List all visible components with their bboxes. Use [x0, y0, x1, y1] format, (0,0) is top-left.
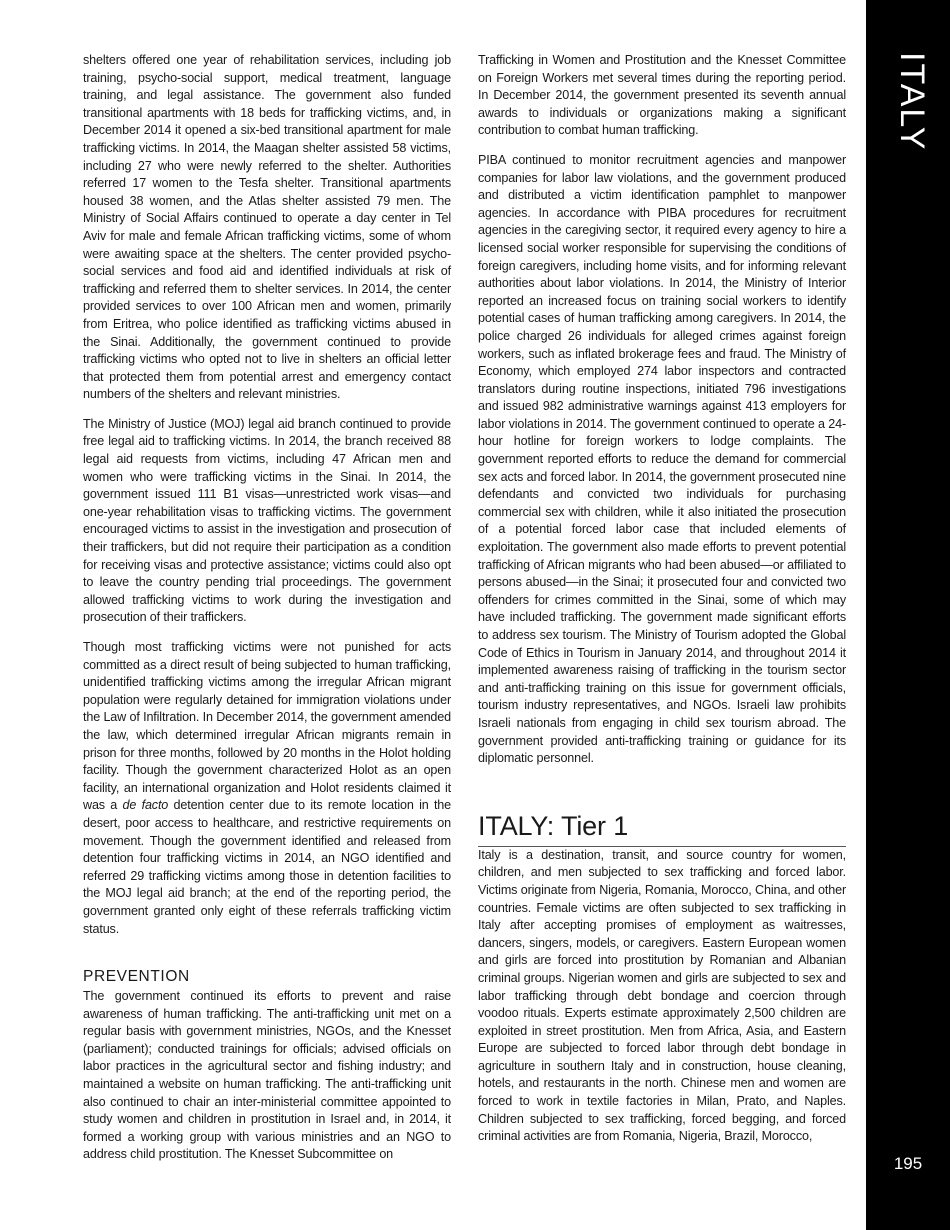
paragraph-knesset: Trafficking in Women and Prostitution and the Knesset Committee on Foreign Workers met several times during the reporting period. In December 2014, the government presented its seventh annual awards to individuals or organizations making a significant contribution to combat human trafficking.	[478, 53, 846, 138]
paragraph-italy-overview: Italy is a destination, transit, and source country for women, children, and men subjected to sex trafficking and forced labor. Victims originate from Nigeria, Romania, Morocco, China, and other countries. Female victims are often subjected to sex trafficking in Italy after accepting promises of employment as waitresses, dancers, singers, models, or caregivers. Eastern European women and girls are forced into prostitution by Romanian and Albanian criminal groups. Nigerian women and girls are subjected to sex and labor trafficking through debt bondage and coercion through voodoo rituals. Experts estimate approximately 2,500 children are exploited in street prostitution. Men from Africa, Asia, and Eastern Europe are subjected to forced labor through debt bondage in agriculture in southern Italy and in construction, house cleaning, hotels, and restaurants in the north. Chinese men and women are forced to work in textile factories in Milan, Prato, and Naples. Children subjected to sex trafficking, forced begging, and forced criminal activities are from Romania, Nigeria, Brazil, Morocco,	[478, 847, 846, 1144]
paragraph-detention-part-1: Though most trafficking victims were not punished for acts committed as a direct result of being subjected to human trafficking, unidentified trafficking victims among the irregular African migrant population were regularly detained for immigration violations under the Law of Infiltration. In December 2014, the government amended the law, which determined irregular African migrants remain in prison for three months, followed by 20 months in the Holot holding facility. Though the government characterized Holot as an open facility, an international organization and Holot residents claimed it was a	[83, 640, 451, 813]
right-column	[478, 52, 846, 1158]
left-column	[83, 52, 451, 1176]
country-tab-label: ITALY	[893, 52, 931, 152]
italic-de-facto: de facto	[122, 798, 169, 813]
country-title: ITALY: Tier 1	[478, 810, 846, 847]
paragraph-piba: PIBA continued to monitor recruitment agencies and manpower companies for labor law violations, and the government produced and distributed a victim identification pamphlet to manpower agencies. In accordance with PIBA procedures for recruitment agencies in the caregiving sector, it required every agency to hire a licensed social worker responsible for supervising the conditions of foreign caregivers, including home visits, and for informing relevant authorities about labor violations. In 2014, the Ministry of Interior reported an increased focus on training social workers to identify potential cases of human trafficking among caregivers. In 2014, the police charged 26 individuals for alleged crimes against foreign workers, such as inflated brokerage fees and fraud. The Ministry of Economy, which employed 274 labor inspectors and contracted translators during routine inspections, initiated 796 investigations and issued 982 administrative warnings against 413 employers for labor violations in 2014. The government continued to operate a 24-hour hotline for foreign workers to lodge complaints. The government reported efforts to reduce the demand for commercial sex acts and forced labor. In 2014, the government prosecuted nine defendants and convicted two individuals for purchasing commercial sex with children, while it also initiated the prosecution of a potential forced labor case that included elements of exploitation. The government also made efforts to prevent potential trafficking of African migrants who had been abused—or affiliated to persons abused—in the Sinai; it prosecuted four and convicted two offenders for crimes committed in the Sinai, some of which may have included trafficking. The government made significant efforts to address sex tourism. The Ministry of Tourism adopted the Global Code of Ethics in Tourism in January 2014, and throughout 2014 it implemented awareness raising of trafficking in the tourism sector and anti-trafficking training on this issue for government officials, tourism industry representatives, and NGOs. Israeli law prohibits Israeli nationals from engaging in child sex tourism abroad. The government provided anti-trafficking training or guidance for its diplomatic personnel.	[478, 152, 846, 766]
paragraph-legal-aid: The Ministry of Justice (MOJ) legal aid branch continued to provide free legal aid to trafficking victims. In 2014, the branch received 88 legal aid requests from victims, including 47 African men and women who were trafficking victims in the Sinai. In 2014, the government issued 111 B1 visas—unrestricted work visas—and one-year rehabilitation visas to trafficking victims. The government encouraged victims to assist in the investigation and prosecution of their traffickers, but did not require their participation as a condition for receiving visas and protective assistance; victims could also opt to leave the country pending trial proceedings. The government allowed trafficking victims to work during the investigation and prosecution of their traffickers.	[83, 416, 451, 625]
paragraph-prevention: The government continued its efforts to prevent and raise awareness of human trafficking. The anti-trafficking unit met on a regular basis with government ministries, NGOs, and the Knesset (parliament); conducted trainings for officials; advised officials on labor practices in the agricultural sector and fishing industry; and maintained a website on human trafficking. The anti-trafficking unit also continued to chair an inter-ministerial committee appointed to study women and children in prostitution in Israel and, in 2014, it formed a working group with various ministries and an NGO to address child prostitution. The Knesset Subcommittee on	[83, 989, 451, 1162]
paragraph-detention-part-2: detention center due to its remote location in the desert, poor access to healthcare, and restrictive requirements on movement. Though the government identified and released from detention four trafficking victims in 2014, an NGO identified and referred 29 trafficking victims among those in detention facilities to the MOJ legal aid branch; at the end of the reporting period, the government granted only eight of these referrals trafficking victim status.	[83, 798, 451, 936]
page-number: 195	[893, 1154, 923, 1173]
country-tab-sidebar	[866, 0, 950, 1230]
paragraph-detention	[83, 639, 451, 938]
paragraph-shelters: shelters offered one year of rehabilitation services, including job training, psycho-social support, medical treatment, language training, and legal assistance. The government also funded transitional apartments with 18 beds for trafficking victims, and, in December 2014 it opened a six-bed transitional apartment for male trafficking victims. In 2014, the Maagan shelter assisted 58 victims, including 27 who were newly referred to the shelter. Authorities referred 17 women to the Tesfa shelter. Transitional apartments housed 38 women, and the Atlas shelter assisted 79 men. The Ministry of Social Affairs continued to operate a day center in Tel Aviv for male and female African trafficking victims, some of whom were awaiting space at the shelters. The center provided psycho-social services and food aid and identified individuals at risk of trafficking and referred them to shelter services. In 2014, the center provided services to over 100 African men and women, primarily from Eritrea, who police identified as trafficking victims abused in the Sinai. Additionally, the government continued to provide trafficking victims who opted not to live in shelters an official letter that protected them from potential arrest and emergency contact numbers of the shelters and relevant ministries.	[83, 53, 451, 402]
prevention-heading: PREVENTION	[83, 968, 190, 986]
